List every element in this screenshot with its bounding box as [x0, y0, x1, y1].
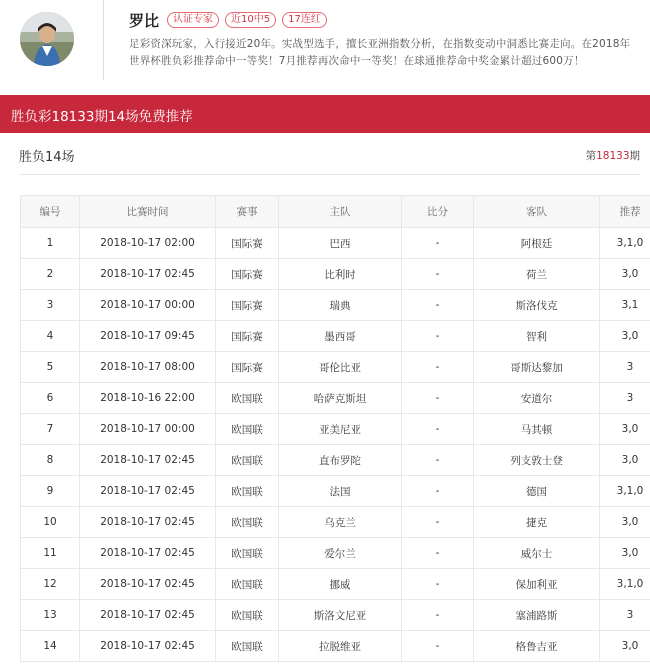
cell-home-team[interactable]: 亚美尼亚 [279, 414, 402, 445]
cell-score: - [402, 538, 474, 569]
cell-competition: 欧国联 [216, 507, 279, 538]
cell-home-team[interactable]: 哈萨克斯坦 [279, 383, 402, 414]
header-number: 编号 [21, 196, 80, 228]
cell-away-team[interactable]: 列支敦士登 [474, 445, 600, 476]
cell-recommendation: 3,1 [600, 290, 650, 321]
cell-away-team[interactable]: 威尔士 [474, 538, 600, 569]
cell-away-team[interactable]: 马其顿 [474, 414, 600, 445]
cell-home-team[interactable]: 乌克兰 [279, 507, 402, 538]
badge-recent-record: 近10中5 [225, 12, 276, 28]
cell-competition: 欧国联 [216, 600, 279, 631]
cell-match-time: 2018-10-17 02:00 [80, 228, 216, 259]
cell-recommendation: 3,1,0 [600, 476, 650, 507]
header-home-team: 主队 [279, 196, 402, 228]
section-divider [19, 174, 640, 175]
table-row [21, 259, 650, 290]
table-row [21, 600, 650, 631]
cell-number: 5 [21, 352, 80, 383]
cell-match-time: 2018-10-17 02:45 [80, 569, 216, 600]
cell-away-team[interactable]: 塞浦路斯 [474, 600, 600, 631]
cell-recommendation: 3,0 [600, 414, 650, 445]
cell-match-time: 2018-10-17 02:45 [80, 631, 216, 662]
cell-recommendation: 3 [600, 600, 650, 631]
cell-number: 13 [21, 600, 80, 631]
table-row [21, 290, 650, 321]
cell-match-time: 2018-10-17 08:00 [80, 352, 216, 383]
cell-number: 9 [21, 476, 80, 507]
cell-number: 4 [21, 321, 80, 352]
cell-number: 8 [21, 445, 80, 476]
cell-recommendation: 3,0 [600, 259, 650, 290]
cell-away-team[interactable]: 格鲁吉亚 [474, 631, 600, 662]
cell-home-team[interactable]: 巴西 [279, 228, 402, 259]
table-row [21, 414, 650, 445]
issue-prefix: 第 [585, 150, 597, 162]
table-body [21, 228, 650, 662]
cell-home-team[interactable]: 比利时 [279, 259, 402, 290]
cell-away-team[interactable]: 斯洛伐克 [474, 290, 600, 321]
table-row [21, 383, 650, 414]
cell-away-team[interactable]: 安道尔 [474, 383, 600, 414]
cell-recommendation: 3,0 [600, 445, 650, 476]
cell-home-team[interactable]: 直布罗陀 [279, 445, 402, 476]
cell-number: 2 [21, 259, 80, 290]
cell-number: 1 [21, 228, 80, 259]
cell-score: - [402, 414, 474, 445]
cell-away-team[interactable]: 德国 [474, 476, 600, 507]
cell-away-team[interactable]: 捷克 [474, 507, 600, 538]
cell-home-team[interactable]: 斯洛文尼亚 [279, 600, 402, 631]
cell-number: 6 [21, 383, 80, 414]
author-badges [167, 12, 327, 28]
author-name[interactable]: 罗比 [129, 12, 160, 30]
table-row [21, 507, 650, 538]
cell-recommendation: 3 [600, 352, 650, 383]
table-header-row [21, 196, 650, 228]
cell-home-team[interactable]: 墨西哥 [279, 321, 402, 352]
cell-number: 10 [21, 507, 80, 538]
cell-score: - [402, 569, 474, 600]
cell-score: - [402, 476, 474, 507]
table-row [21, 476, 650, 507]
badge-streak: 17连红 [282, 12, 327, 28]
author-header [0, 0, 650, 95]
table-row [21, 631, 650, 662]
cell-match-time: 2018-10-17 00:00 [80, 414, 216, 445]
cell-match-time: 2018-10-17 02:45 [80, 476, 216, 507]
cell-match-time: 2018-10-17 02:45 [80, 538, 216, 569]
cell-number: 12 [21, 569, 80, 600]
cell-score: - [402, 228, 474, 259]
cell-competition: 国际赛 [216, 290, 279, 321]
cell-competition: 国际赛 [216, 228, 279, 259]
banner-title: 胜负彩18133期14场免费推荐 [11, 109, 193, 125]
match-table-container [20, 195, 644, 662]
header-competition: 赛事 [216, 196, 279, 228]
cell-number: 7 [21, 414, 80, 445]
cell-score: - [402, 290, 474, 321]
header-divider [103, 0, 104, 80]
cell-score: - [402, 445, 474, 476]
cell-away-team[interactable]: 荷兰 [474, 259, 600, 290]
cell-recommendation: 3,0 [600, 507, 650, 538]
header-away-team: 客队 [474, 196, 600, 228]
cell-competition: 欧国联 [216, 476, 279, 507]
cell-competition: 欧国联 [216, 414, 279, 445]
cell-recommendation: 3,0 [600, 321, 650, 352]
cell-score: - [402, 352, 474, 383]
cell-competition: 国际赛 [216, 259, 279, 290]
cell-recommendation: 3,1,0 [600, 228, 650, 259]
cell-recommendation: 3,1,0 [600, 569, 650, 600]
person-photo-avatar-icon [20, 12, 74, 66]
cell-competition: 国际赛 [216, 321, 279, 352]
cell-competition: 欧国联 [216, 445, 279, 476]
cell-number: 3 [21, 290, 80, 321]
recommendation-banner [0, 95, 650, 133]
cell-recommendation: 3,0 [600, 538, 650, 569]
issue-number: 18133 [596, 150, 630, 162]
header-match-time: 比赛时间 [80, 196, 216, 228]
cell-home-team[interactable]: 拉脱维亚 [279, 631, 402, 662]
cell-away-team[interactable]: 保加利亚 [474, 569, 600, 600]
cell-home-team[interactable]: 法国 [279, 476, 402, 507]
cell-recommendation: 3,0 [600, 631, 650, 662]
author-bio: 足彩资深玩家，入行接近20年。实战型选手，擅长亚洲指数分析，在指数变动中洞悉比赛走向。在2018年世界杯胜负彩推荐命中一等奖！7月推荐再次命中一等奖！在球通推荐命中奖金累计超过600万！ [129, 38, 631, 67]
issue-label [586, 148, 640, 163]
issue-suffix: 期 [629, 150, 640, 162]
table-row [21, 352, 650, 383]
cell-score: - [402, 507, 474, 538]
cell-score: - [402, 383, 474, 414]
cell-home-team[interactable]: 爱尔兰 [279, 538, 402, 569]
cell-away-team[interactable]: 哥斯达黎加 [474, 352, 600, 383]
cell-match-time: 2018-10-16 22:00 [80, 383, 216, 414]
cell-competition: 欧国联 [216, 631, 279, 662]
cell-away-team[interactable]: 智利 [474, 321, 600, 352]
cell-away-team[interactable]: 阿根廷 [474, 228, 600, 259]
header-recommendation: 推荐 [600, 196, 650, 228]
cell-competition: 欧国联 [216, 383, 279, 414]
cell-score: - [402, 631, 474, 662]
badge-certified: 认证专家 [167, 12, 219, 28]
cell-recommendation: 3 [600, 383, 650, 414]
cell-competition: 欧国联 [216, 538, 279, 569]
cell-home-team[interactable]: 瑞典 [279, 290, 402, 321]
section-title: 胜负14场 [19, 150, 75, 165]
cell-match-time: 2018-10-17 02:45 [80, 507, 216, 538]
avatar[interactable] [20, 12, 74, 66]
cell-match-time: 2018-10-17 02:45 [80, 445, 216, 476]
table-row [21, 228, 650, 259]
header-score: 比分 [402, 196, 474, 228]
table-row [21, 321, 650, 352]
cell-match-time: 2018-10-17 00:00 [80, 290, 216, 321]
cell-competition: 国际赛 [216, 352, 279, 383]
cell-score: - [402, 259, 474, 290]
cell-score: - [402, 600, 474, 631]
table-row [21, 569, 650, 600]
cell-number: 14 [21, 631, 80, 662]
table-row [21, 445, 650, 476]
cell-competition: 欧国联 [216, 569, 279, 600]
table-row [21, 538, 650, 569]
cell-home-team[interactable]: 哥伦比亚 [279, 352, 402, 383]
cell-match-time: 2018-10-17 02:45 [80, 259, 216, 290]
cell-score: - [402, 321, 474, 352]
match-table [20, 195, 650, 662]
cell-number: 11 [21, 538, 80, 569]
cell-match-time: 2018-10-17 02:45 [80, 600, 216, 631]
cell-home-team[interactable]: 挪威 [279, 569, 402, 600]
cell-match-time: 2018-10-17 09:45 [80, 321, 216, 352]
